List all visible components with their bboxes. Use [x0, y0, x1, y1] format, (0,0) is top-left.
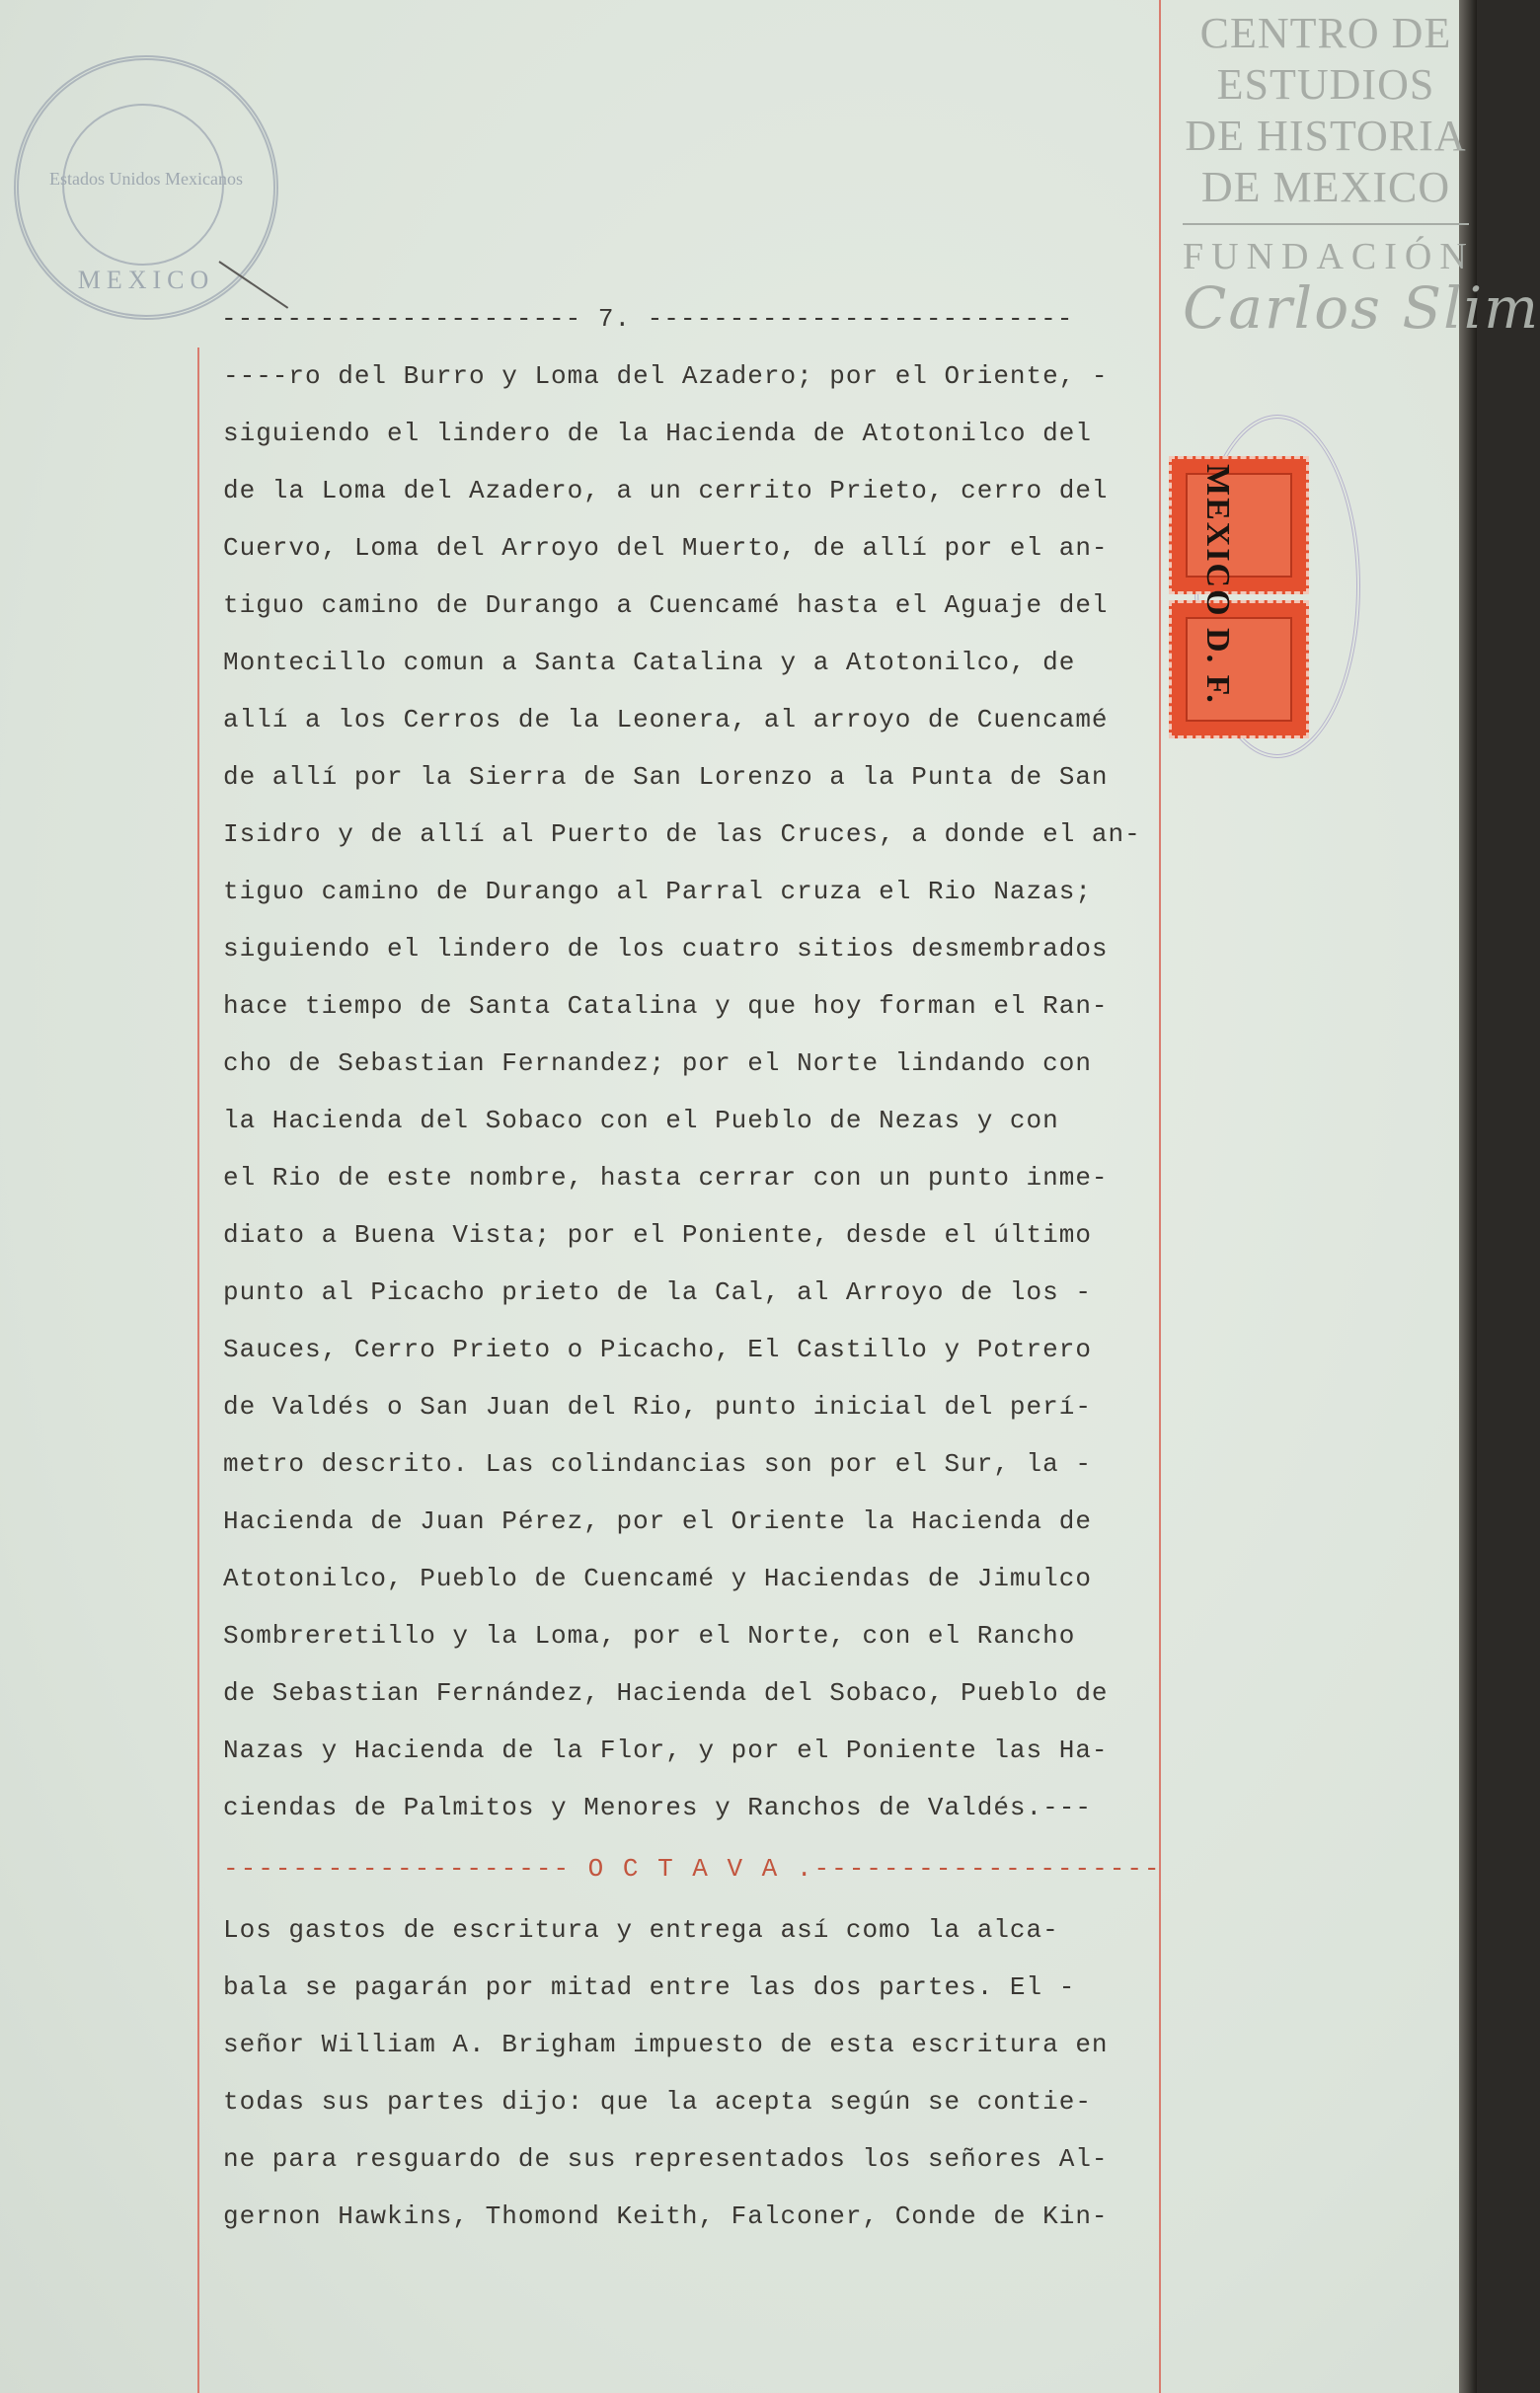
- watermark-line-1: CENTRO DE: [1199, 9, 1452, 57]
- body-line-6: Montecillo comun a Santa Catalina y a Atotonilco, de: [223, 648, 1076, 677]
- seal-center-text: Estados Unidos Mexicanos: [49, 169, 243, 189]
- body-line-20: metro descrito. Las colindancias son por el Sur, la -: [223, 1449, 1092, 1479]
- watermark-line-2: ESTUDIOS: [1216, 60, 1435, 109]
- body-line-12: hace tiempo de Santa Catalina y que hoy forman el Ran-: [223, 991, 1109, 1021]
- body-line-7: allí a los Cerros de la Leonera, al arroyo de Cuencamé: [223, 705, 1109, 734]
- section-line-3: señor William A. Brigham impuesto de esta escritura en: [223, 2030, 1109, 2059]
- revenue-stamps: [1169, 456, 1309, 742]
- body-line-4: Cuervo, Loma del Arroyo del Muerto, de allí por el an-: [223, 533, 1109, 563]
- notary-archive-seal: [14, 55, 278, 320]
- body-line-13: cho de Sebastian Fernandez; por el Norte lindando con: [223, 1048, 1092, 1078]
- body-line-16: diato a Buena Vista; por el Poniente, desde el último: [223, 1220, 1092, 1250]
- body-line-11: siguiendo el lindero de los cuatro sitios desmembrados: [223, 934, 1109, 964]
- section-line-2: bala se pagarán por mitad entre las dos partes. El -: [223, 1972, 1076, 2002]
- section-line-1: Los gastos de escritura y entrega así como la alca-: [223, 1915, 1059, 1945]
- left-margin-rule: [197, 347, 199, 2393]
- stamp-overprint: MEXICO D. F.: [1199, 464, 1236, 705]
- watermark-line-3: DE HISTORIA: [1185, 112, 1467, 160]
- section-heading-octava: -------------------- O C T A V A .--------------------: [223, 1854, 1162, 1884]
- body-line-2: siguiendo el lindero de la Hacienda de Atotonilco del: [223, 419, 1092, 448]
- section-line-4: todas sus partes dijo: que la acepta según se contie-: [223, 2087, 1092, 2117]
- watermark-foundation: FUNDACIÓN: [1183, 236, 1475, 277]
- body-line-23: Sombreretillo y la Loma, por el Norte, con el Rancho: [223, 1621, 1076, 1651]
- body-line-3: de la Loma del Azadero, a un cerrito Prieto, cerro del: [223, 476, 1109, 505]
- body-line-22: Atotonilco, Pueblo de Cuencamé y Haciendas de Jimulco: [223, 1564, 1092, 1593]
- body-line-5: tiguo camino de Durango a Cuencamé hasta el Aguaje del: [223, 590, 1109, 620]
- revenue-stamp-bottom: [1169, 600, 1309, 738]
- archive-watermark: [1183, 8, 1540, 342]
- body-line-24: de Sebastian Fernández, Hacienda del Sobaco, Pueblo de: [223, 1678, 1109, 1708]
- page-edge-shadow: [1459, 0, 1477, 2393]
- watermark-signature: Carlos Slim: [1183, 274, 1540, 342]
- body-line-10: tiguo camino de Durango al Parral cruza el Rio Nazas;: [223, 877, 1092, 906]
- watermark-line-4: DE MEXICO: [1200, 163, 1451, 211]
- section-line-5: ne para resguardo de sus representados los señores Al-: [223, 2144, 1109, 2174]
- section-line-6: gernon Hawkins, Thomond Keith, Falconer, Conde de Kin-: [223, 2201, 1109, 2231]
- body-line-18: Sauces, Cerro Prieto o Picacho, El Castillo y Potrero: [223, 1335, 1092, 1364]
- body-line-15: el Rio de este nombre, hasta cerrar con un punto inme-: [223, 1163, 1109, 1193]
- revenue-stamp-top: [1169, 456, 1309, 594]
- body-line-1: ----ro del Burro y Loma del Azadero; por el Oriente, -: [223, 361, 1109, 391]
- body-line-14: la Hacienda del Sobaco con el Pueblo de Nezas y con: [223, 1106, 1059, 1135]
- body-line-8: de allí por la Sierra de San Lorenzo a la Punta de San: [223, 762, 1109, 792]
- body-line-21: Hacienda de Juan Pérez, por el Oriente la Hacienda de: [223, 1506, 1092, 1536]
- watermark-rule: [1183, 223, 1469, 225]
- body-line-19: de Valdés o San Juan del Rio, punto inicial del perí-: [223, 1392, 1092, 1422]
- seal-bottom-text: MEXICO: [77, 266, 215, 294]
- page-number-line: ---------------------- 7. --------------------------: [221, 304, 1074, 334]
- body-line-9: Isidro y de allí al Puerto de las Cruces, a donde el an-: [223, 819, 1141, 849]
- body-line-17: punto al Picacho prieto de la Cal, al Arroyo de los -: [223, 1277, 1092, 1307]
- body-line-26: ciendas de Palmitos y Menores y Ranchos de Valdés.---: [223, 1793, 1092, 1822]
- body-line-25: Nazas y Hacienda de la Flor, y por el Poniente las Ha-: [223, 1736, 1109, 1765]
